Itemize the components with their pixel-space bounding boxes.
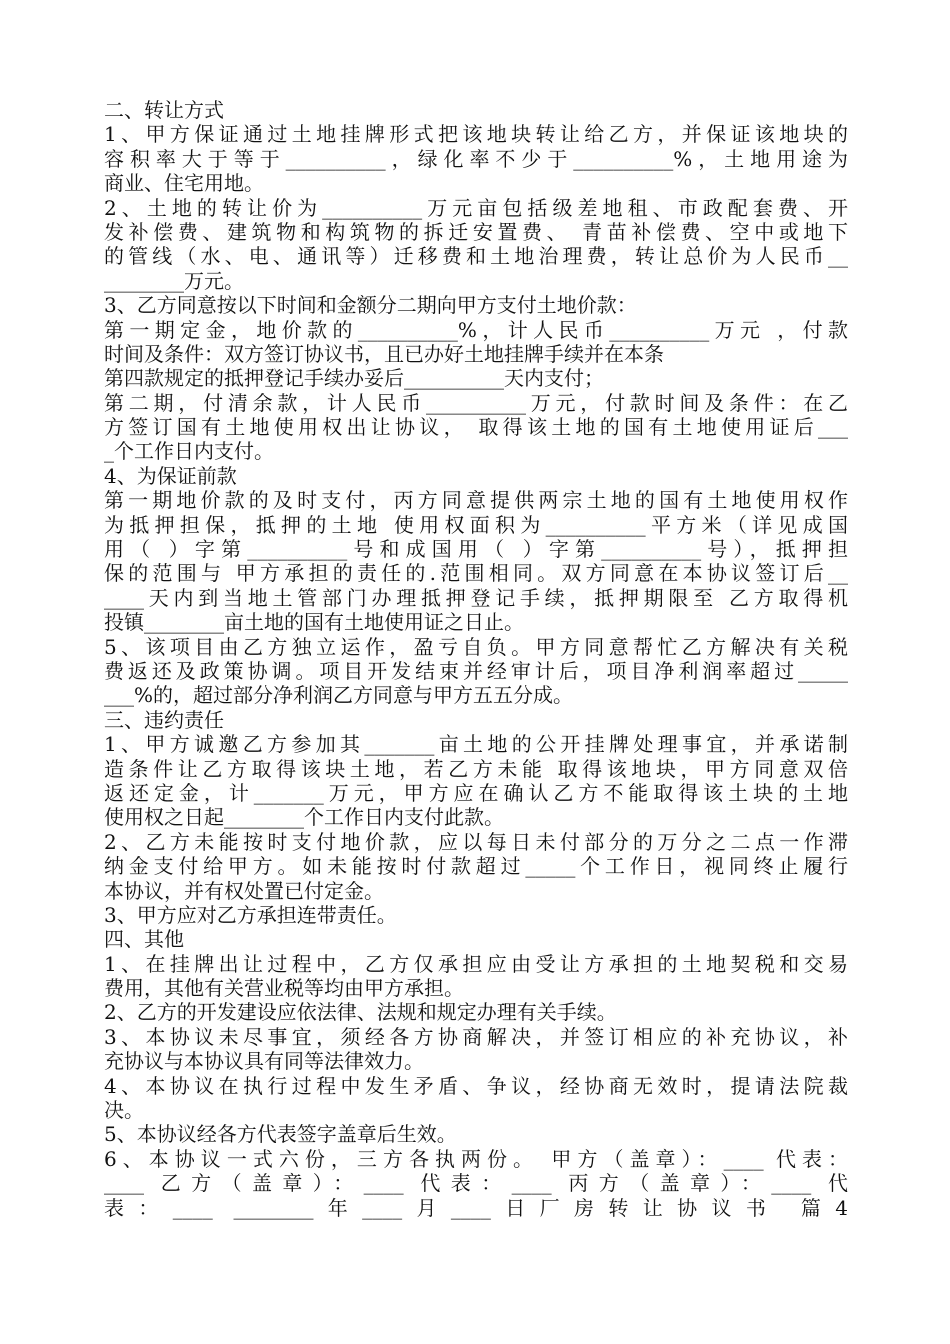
- text-line: 的管线（水、电、通讯等）迁移费和土地治理费，转让总价为人民币__: [104, 244, 848, 269]
- section-heading: 4、为保证前款: [104, 463, 237, 488]
- text-line: ____天内到当地土管部门办理抵押登记手续，抵押期限至 乙方取得机: [104, 585, 848, 610]
- text-line: 投镇________亩土地的国有土地使用证之日止。: [104, 610, 524, 635]
- text-line: 第二期，付清余款，计人民币__________万元，付款时间及条件：在乙: [104, 390, 848, 415]
- text-line: 费返还及政策协调。项目开发结束并经审计后，项目净利润率超过_____: [104, 658, 848, 683]
- text-line: 1、甲方保证通过土地挂牌形式把该地块转让给乙方，并保证该地块的: [104, 122, 848, 147]
- text-line: 容积率大于等于__________，绿化率不少于__________%，土地用途为: [104, 146, 848, 171]
- text-line: 返还定金，计_______万元，甲方应在确认乙方不能取得该土块的土地: [104, 780, 848, 805]
- text-line: 使用权之日起________个工作日内支付此款。: [104, 805, 504, 830]
- text-line: 时间及条件：双方签订协议书，且已办好土地挂牌手续并在本条: [104, 341, 664, 366]
- section-heading: 二、转让方式: [104, 98, 224, 122]
- text-line: 充协议与本协议具有同等法律效力。: [104, 1049, 424, 1074]
- text-line: 保的范围与 甲方承担的责任的.范围相同。双方同意在本协议签订后__: [104, 561, 848, 586]
- text-line: 方签订国有土地使用权出让协议， 取得该土地的国有土地使用证后___: [104, 415, 848, 440]
- text-line: 3、乙方同意按以下时间和金额分二期向甲方支付土地价款：: [104, 293, 637, 318]
- section-heading: 三、违约责任: [104, 707, 224, 732]
- text-line: ___%的，超过部分净利润乙方同意与甲方五五分成。: [104, 683, 574, 708]
- text-line: _个工作日内支付。: [104, 439, 274, 464]
- text-line: 为抵押担保，抵押的土地 使用权面积为__________平方米（详见成国: [104, 512, 848, 537]
- text-line: 3、本协议未尽事宜，须经各方协商解决，并签订相应的补充协议，补: [104, 1024, 848, 1049]
- text-line: 第一期地价款的及时支付，丙方同意提供两宗土地的国有土地使用权作: [104, 488, 848, 513]
- text-line: 发补偿费、建筑物和构筑物的拆迁安置费、 青苗补偿费、空中或地下: [104, 219, 848, 244]
- text-line: 决。: [104, 1098, 144, 1123]
- text-line: 5、本协议经各方代表签字盖章后生效。: [104, 1122, 457, 1147]
- signature-line: 表：____ ________年____月____日厂房转让协议书 篇4: [104, 1195, 848, 1220]
- text-line: 用（ ）字第__________号和成国用（ ）字第__________号），抵押担: [104, 537, 848, 562]
- text-line: 2、乙方的开发建设应依法律、法规和规定办理有关手续。: [104, 1000, 617, 1025]
- text-line: 4、本协议在执行过程中发生矛盾、争议，经协商无效时，提请法院裁: [104, 1073, 848, 1098]
- text-line: 第一期定金，地价款的__________%，计人民币__________万元 ，付款: [104, 317, 848, 342]
- text-line: 2、乙方未能按时支付地价款，应以每日未付部分的万分之二点一作滞: [104, 829, 848, 854]
- document-page: [104, 98, 848, 1220]
- signature-line: 6、本协议一式六份，三方各执两份。 甲方（盖章）：____ 代表：: [104, 1146, 848, 1171]
- text-line: 商业、住宅用地。: [104, 171, 264, 196]
- text-line: 造条件让乙方取得该块土地，若乙方未能 取得该地块，甲方同意双倍: [104, 756, 848, 781]
- text-line: ________万元。: [104, 268, 244, 293]
- text-line: 1、在挂牌出让过程中，乙方仅承担应由受让方承担的土地契税和交易: [104, 951, 848, 976]
- text-line: 3、甲方应对乙方承担连带责任。: [104, 902, 397, 927]
- text-line: 5、该项目由乙方独立运作，盈亏自负。甲方同意帮忙乙方解决有关税: [104, 634, 848, 659]
- text-line: 2、土地的转让价为__________万元亩包括级差地租、市政配套费、开: [104, 195, 848, 220]
- text-line: 第四款规定的抵押登记手续办妥后__________天内支付；: [104, 366, 604, 391]
- signature-line: ____ 乙方（盖章）：____ 代表：____ 丙方（盖章）：____ 代: [104, 1171, 848, 1196]
- section-heading: 四、其他: [104, 927, 184, 952]
- text-line: 1、甲方诚邀乙方参加其_______亩土地的公开挂牌处理事宜，并承诺制: [104, 732, 848, 757]
- text-line: 费用，其他有关营业税等均由甲方承担。: [104, 976, 464, 1001]
- text-line: 纳金支付给甲方。如未能按时付款超过_____个工作日，视同终止履行: [104, 854, 848, 879]
- text-line: 本协议，并有权处置已付定金。: [104, 878, 384, 903]
